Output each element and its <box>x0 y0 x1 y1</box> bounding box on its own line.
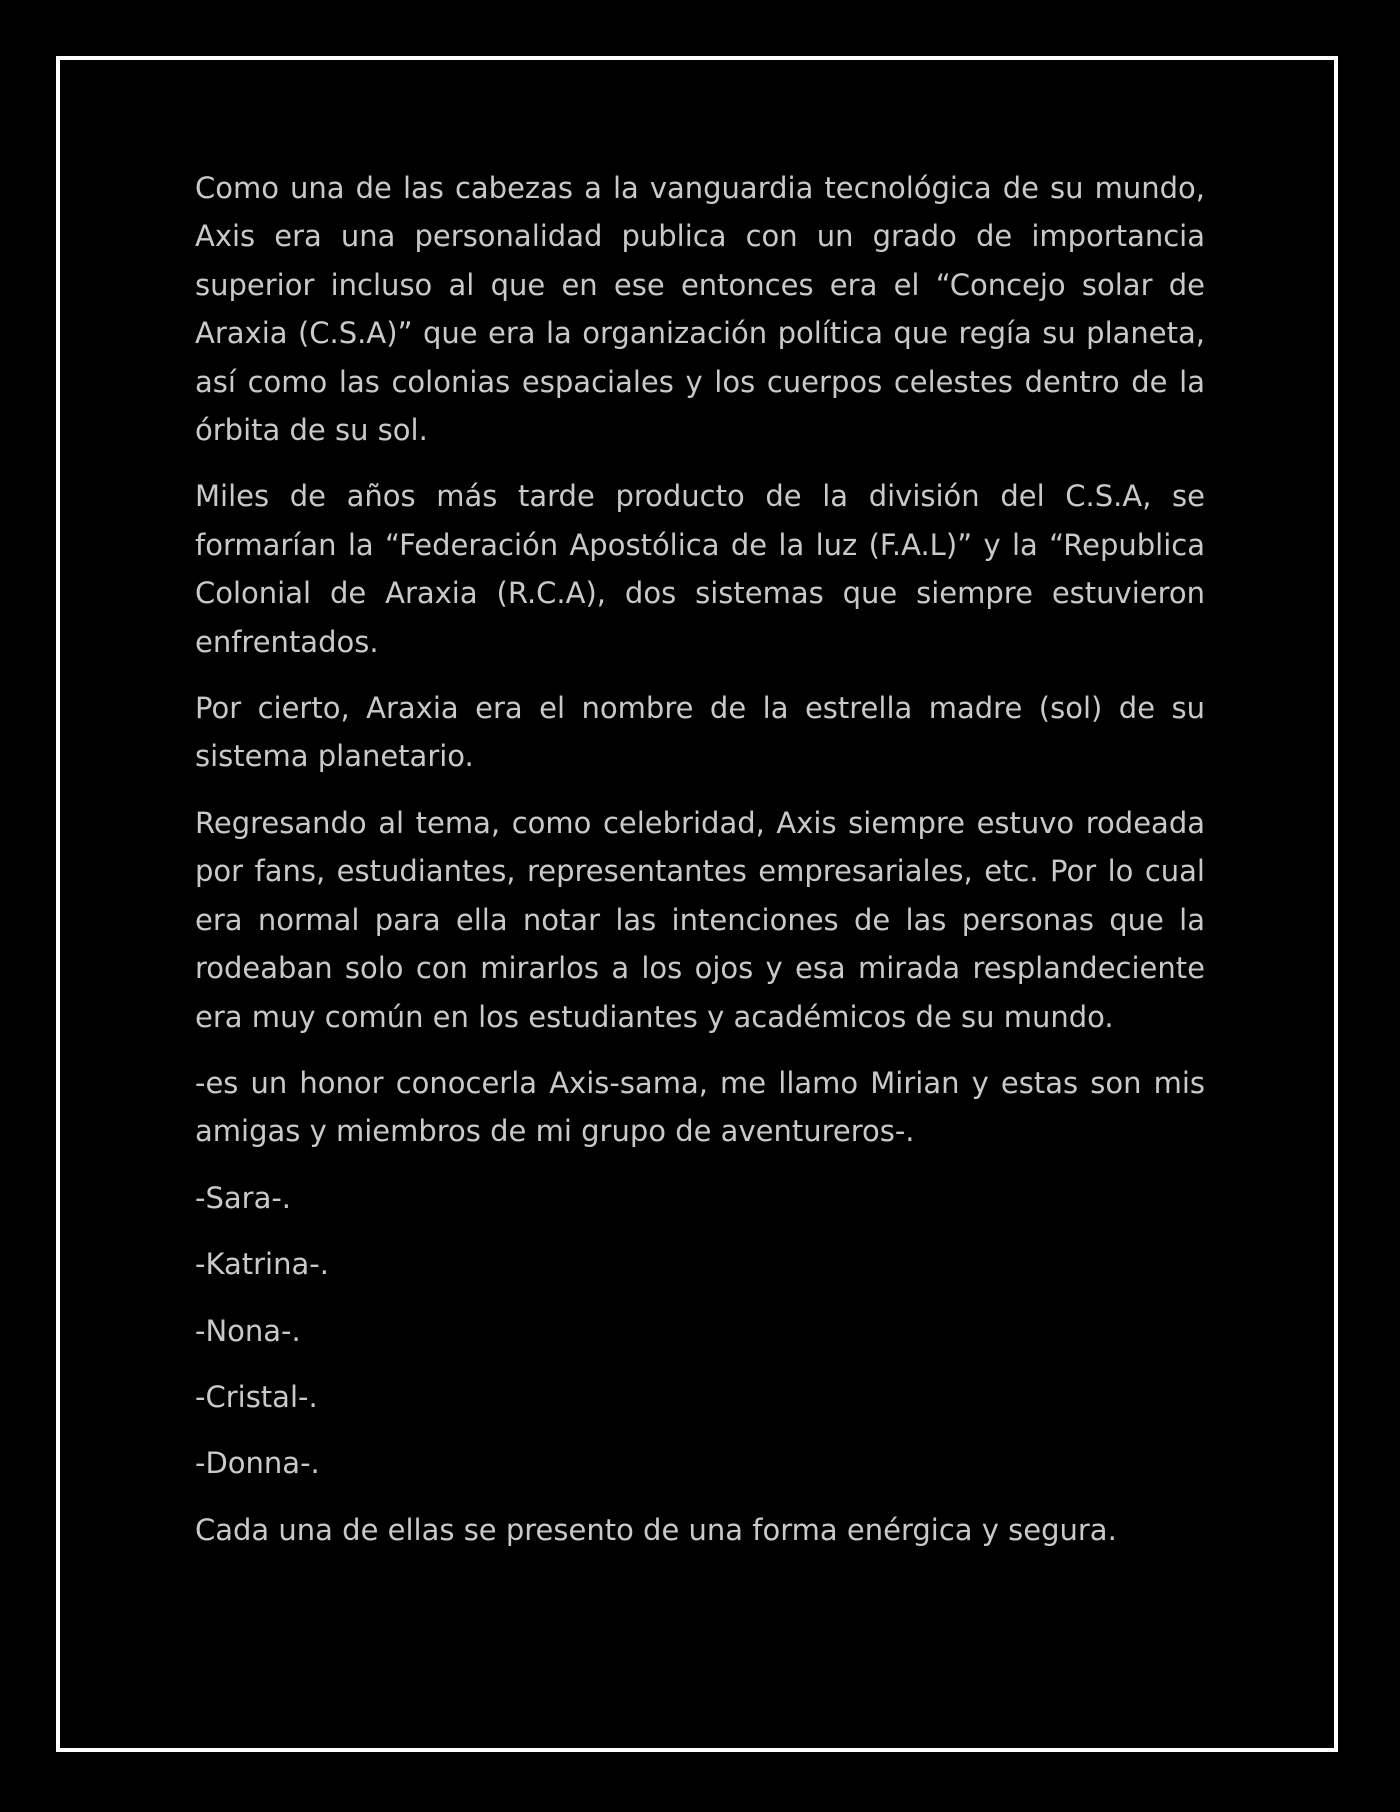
dialogue-line-donna: -Donna-. <box>195 1446 320 1481</box>
paragraph-3: Por cierto, Araxia era el nombre de la estrella madre (sol) de su sistema planetario. <box>195 691 1205 774</box>
paragraph-4: Regresando al tema, como celebridad, Axis siempre estuvo rodeada por fans, estudiantes, representantes empresariales, etc. Por lo cual era normal para ella notar las intenciones de las personas que la rodeaban solo con mirarlos a los ojos y esa mirada resplandeciente era muy común en los estudiantes y académicos de su mundo. <box>195 805 1205 1034</box>
dialogue-line-cristal: -Cristal-. <box>195 1379 318 1414</box>
paragraph-5: -es un honor conocerla Axis-sama, me llamo Mirian y estas son mis amigas y miembros de mi grupo de aventureros-. <box>195 1065 1205 1149</box>
closing-paragraph: Cada una de ellas se presento de una forma enérgica y segura. <box>195 1512 1117 1547</box>
paragraph-2: Miles de años más tarde producto de la división del C.S.A, se formarían la “Federación Apostólica de la luz (F.A.L)” y la “Republica Colonial de Araxia (R.C.A), dos sistemas que siempre estuvieron enfrentados. <box>195 479 1205 659</box>
dialogue-line-katrina: -Katrina-. <box>195 1247 329 1282</box>
dialogue-line-nona: -Nona-. <box>195 1313 301 1348</box>
dialogue-line-sara: -Sara-. <box>195 1180 292 1215</box>
paragraph-1: Como una de las cabezas a la vanguardia tecnológica de su mundo, Axis era una personalidad publica con un grado de importancia superior incluso al que en ese entonces era el “Concejo solar de Araxia (C.S.A)” que era la organización política que regía su planeta, así como las colonias espaciales y los cuerpos celestes dentro de la órbita de su sol. <box>195 171 1205 448</box>
document-body <box>195 164 1205 1572</box>
